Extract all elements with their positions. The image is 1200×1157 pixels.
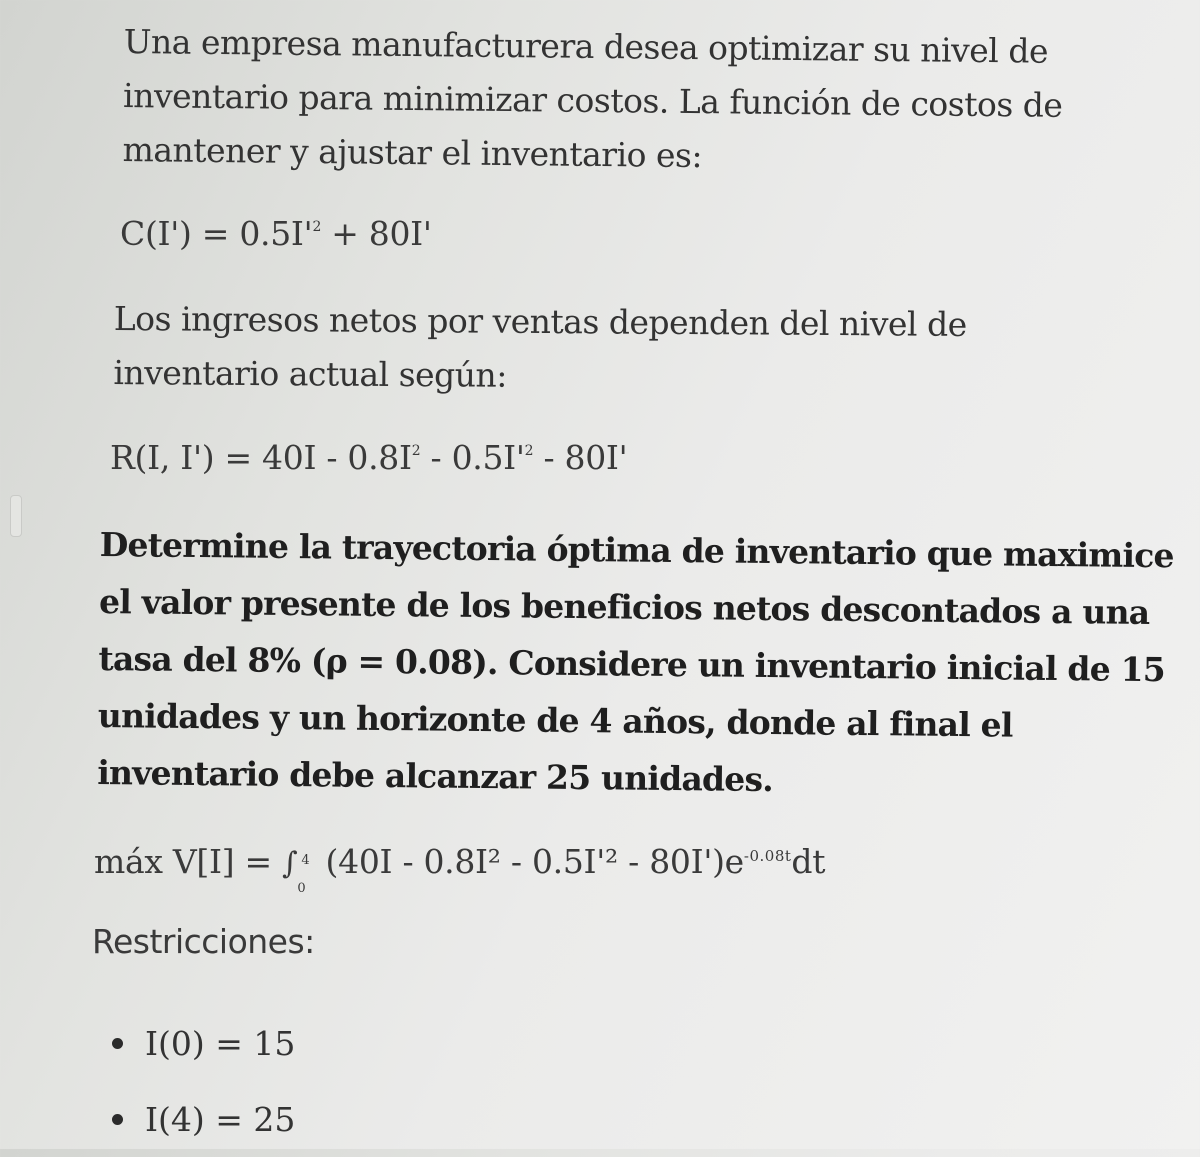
integral-limits bbox=[297, 849, 315, 896]
list-item bbox=[112, 1081, 295, 1157]
integral-lower: 0 bbox=[297, 881, 306, 896]
scrollbar-handle[interactable] bbox=[10, 495, 22, 537]
task-paragraph: Determine la trayectoria óptima de inventario que maximice el valor presente de los beneficios netos descontados a una tasa del 8% (ρ = 0.08). Considere un inventario inicial de 15 unidades y un horizonte de 4 años, donde al final el inventario debe alcanzar 25 unidades. bbox=[97, 524, 1174, 800]
intro-paragraph: Una empresa manufacturera desea optimizar su nivel de inventario para minimizar costos. La función de costos de mantener y ajustar el inventario es: bbox=[122, 21, 1063, 176]
objective-exponent: -0.08t bbox=[743, 847, 792, 865]
objective-suffix: dt bbox=[791, 842, 826, 881]
objective-prefix: máx V[I] = bbox=[94, 842, 283, 881]
constraints-list bbox=[112, 1005, 295, 1157]
integral-upper: 4 bbox=[301, 853, 310, 868]
revenue-intro-paragraph: Los ingresos netos por ventas dependen del nivel de inventario actual según: bbox=[113, 298, 967, 395]
constraint-final: I(4) = 25 bbox=[145, 1099, 296, 1139]
constraint-initial: I(0) = 15 bbox=[145, 1023, 296, 1063]
objective-body: (40I - 0.8I² - 0.5I'² - 80I')e bbox=[315, 842, 744, 881]
cost-function-equation: $C(I') = 0.5I'^2 + 80I'$ bbox=[120, 214, 432, 253]
constraints-label: Restricciones: bbox=[92, 922, 315, 961]
list-item bbox=[112, 1005, 295, 1081]
objective-equation bbox=[94, 836, 826, 896]
bullet-icon bbox=[112, 1038, 123, 1049]
revenue-function-equation: R(I, $I') = 40I - 0.8I^2 - 0.5I'^2 - 80I'$ bbox=[110, 438, 628, 477]
bullet-icon bbox=[112, 1114, 123, 1125]
integral-symbol: ∫ bbox=[282, 846, 298, 881]
